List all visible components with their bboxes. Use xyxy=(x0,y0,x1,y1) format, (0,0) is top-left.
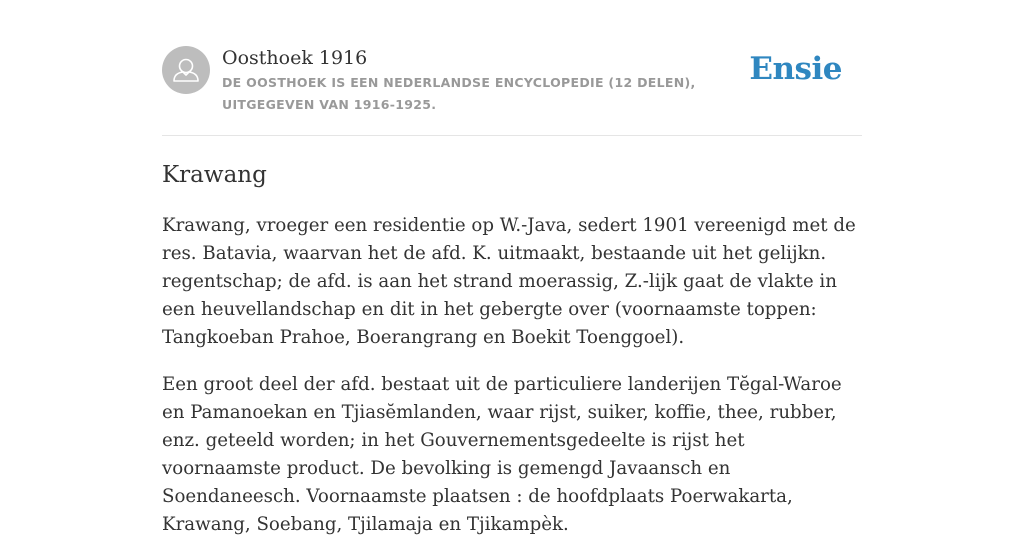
avatar[interactable] xyxy=(162,46,210,94)
article-paragraph: Krawang, vroeger een residentie op W.-Java, sedert 1901 vereenigd met de res. Batavia, waarvan het de afd. K. uitmaakt, bestaande uit het gelijkn. regentschap; de afd. is aan het strand moerassig, Z.-lijk gaat de vlakte in een heuvellandschap en dit in het gebergte over (voornaamste toppen: Tangkoeban Prahoe, Boerangrang en Boekit Toenggoel). xyxy=(162,215,856,348)
user-icon xyxy=(162,46,210,94)
article-paragraph: Een groot deel der afd. bestaat uit de particuliere landerijen Tĕgal-Waroe en Pamanoekan en Tjiasĕmlanden, waar rijst, suiker, koffie, thee, rubber, enz. geteeld worden; in het Gouvernementsgedeelte is rijst het voornaamste product. De bevolking is gemengd Javaansch en Soendaneesch. Voornaamste plaatsen : de hoofdplaats Poerwakarta, Krawang, Soebang, Tjilamaja en Tjikampèk. xyxy=(162,374,842,535)
source-header xyxy=(162,46,862,116)
article-title: Krawang xyxy=(162,162,267,188)
brand-logo[interactable]: Ensie xyxy=(749,51,842,87)
source-description: DE OOSTHOEK IS EEN NEDERLANDSE ENCYCLOPEDIE (12 DELEN), UITGEGEVEN VAN 1916-1925. xyxy=(222,75,696,112)
article-body xyxy=(162,212,862,558)
source-title[interactable]: Oosthoek 1916 xyxy=(222,47,368,69)
divider xyxy=(162,135,862,136)
